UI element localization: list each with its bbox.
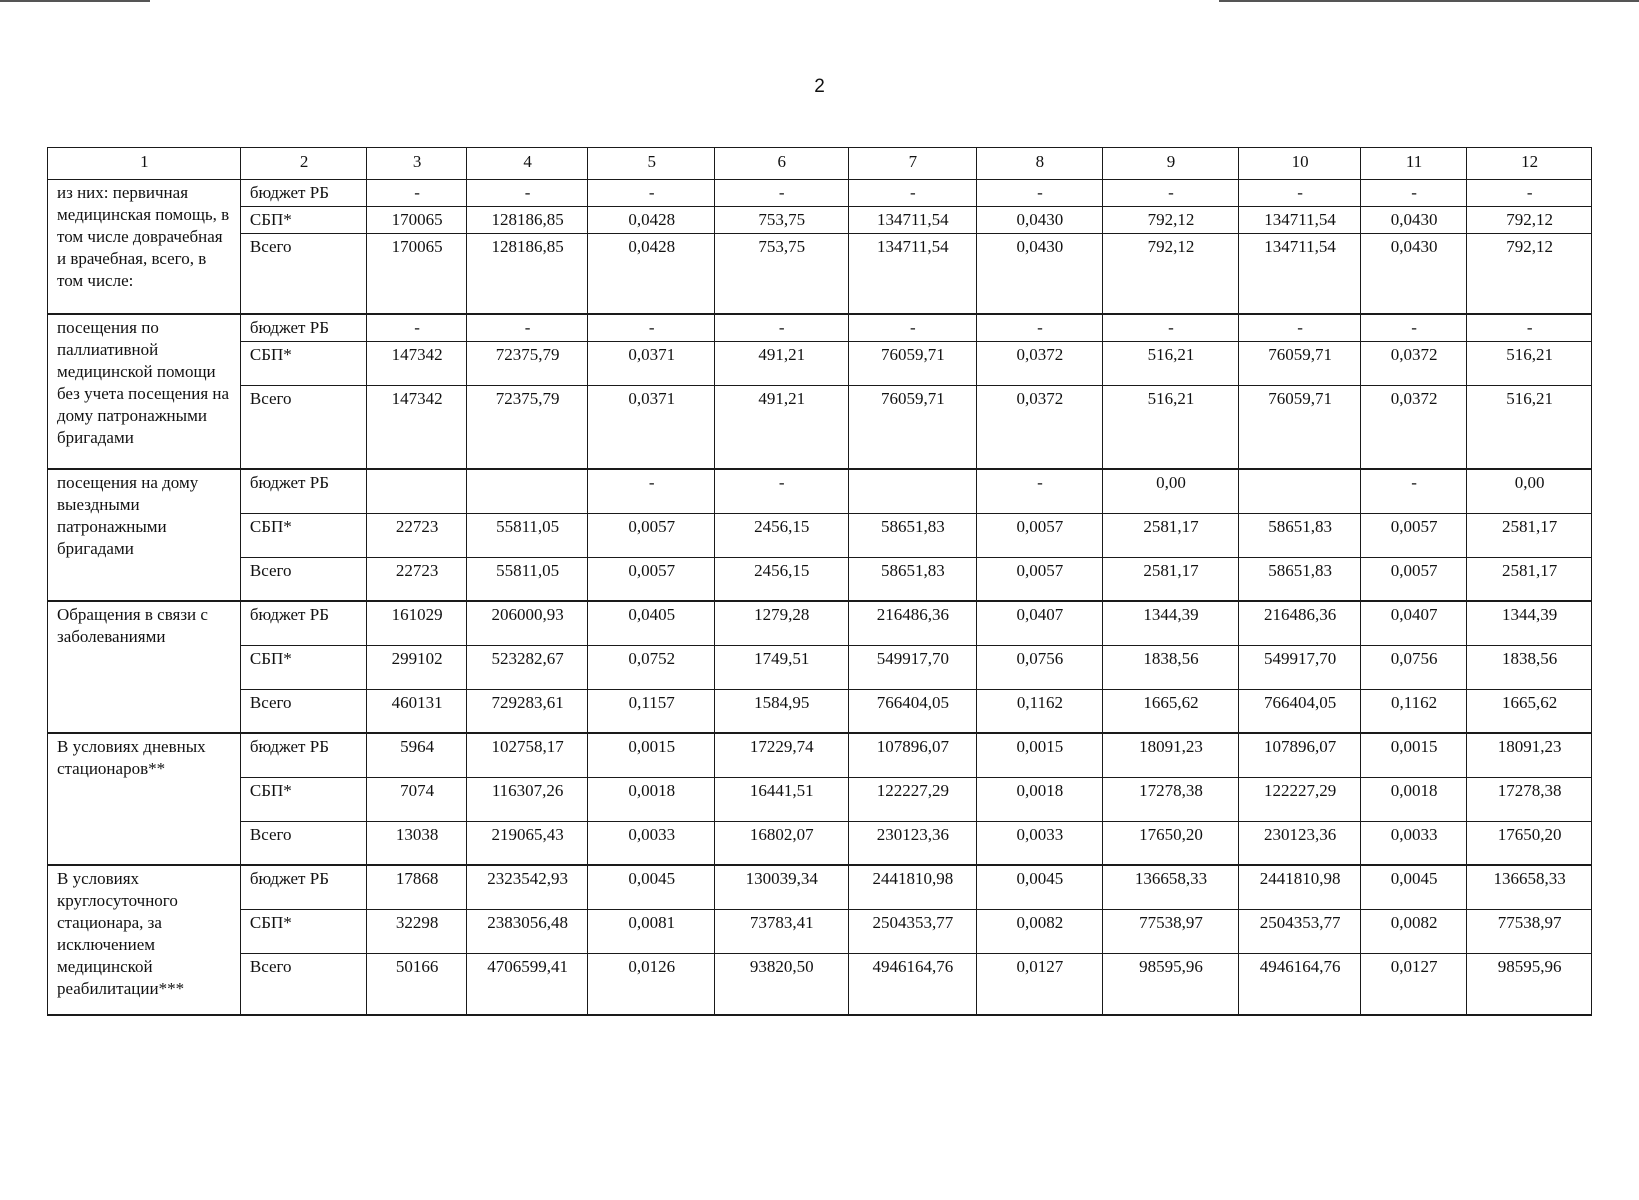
value-cell-col-10: 122227,29 (1239, 777, 1361, 821)
table-row (48, 865, 1592, 909)
value-cell-col-9: 1665,62 (1102, 689, 1239, 733)
value-cell-col-9: - (1102, 180, 1239, 207)
value-cell-col-9: 18091,23 (1102, 733, 1239, 777)
value-cell-col-8: 0,0407 (977, 601, 1103, 645)
value-cell-col-12: 2581,17 (1467, 557, 1592, 601)
value-cell-col-10: - (1239, 314, 1361, 342)
value-cell-col-12: 792,12 (1467, 234, 1592, 314)
value-cell-col-7: 4946164,76 (848, 953, 977, 1015)
value-cell-col-6: 1584,95 (714, 689, 848, 733)
value-cell-col-11: 0,0127 (1360, 953, 1466, 1015)
value-cell-col-5: - (588, 180, 715, 207)
value-cell-col-6: 16441,51 (714, 777, 848, 821)
value-cell-col-7: - (848, 180, 977, 207)
value-cell-col-10: 107896,07 (1239, 733, 1361, 777)
value-cell-col-11: 0,0015 (1360, 733, 1466, 777)
value-cell-col-4 (466, 469, 588, 513)
value-cell-col-9: 792,12 (1102, 207, 1239, 234)
value-cell-col-6: 16802,07 (714, 821, 848, 865)
value-cell-col-3 (367, 469, 466, 513)
value-cell-col-8: 0,0045 (977, 865, 1103, 909)
value-cell-col-7: - (848, 314, 977, 342)
value-cell-col-7: 134711,54 (848, 234, 977, 314)
top-rule-right (1219, 0, 1639, 2)
table-row (48, 314, 1592, 342)
value-cell-col-9: 17278,38 (1102, 777, 1239, 821)
value-cell-col-7: 216486,36 (848, 601, 977, 645)
value-cell-col-9: 136658,33 (1102, 865, 1239, 909)
value-cell-col-11: 0,0372 (1360, 341, 1466, 385)
column-header-5: 5 (588, 148, 715, 180)
value-cell-col-8: 0,0127 (977, 953, 1103, 1015)
value-cell-col-8: 0,0756 (977, 645, 1103, 689)
value-cell-col-4: 116307,26 (466, 777, 588, 821)
column-header-11: 11 (1360, 148, 1466, 180)
value-cell-col-9: 17650,20 (1102, 821, 1239, 865)
value-cell-col-3: 32298 (367, 909, 466, 953)
value-cell-col-11: 0,0033 (1360, 821, 1466, 865)
funding-source-cell: СБП* (240, 777, 367, 821)
value-cell-col-10: 134711,54 (1239, 234, 1361, 314)
row-group-label: Обращения в связи с заболеваниями (48, 601, 241, 733)
value-cell-col-3: 147342 (367, 341, 466, 385)
funding-source-cell: бюджет РБ (240, 601, 367, 645)
value-cell-col-3: 161029 (367, 601, 466, 645)
table-row (48, 180, 1592, 207)
value-cell-col-4: - (466, 314, 588, 342)
row-group-label: из них: первичная медицинская помощь, в том числе доврачебная и врачебная, всего, в том числе: (48, 180, 241, 314)
funding-source-cell: бюджет РБ (240, 865, 367, 909)
table-body (48, 148, 1592, 1016)
value-cell-col-8: 0,0057 (977, 513, 1103, 557)
value-cell-col-3: 170065 (367, 234, 466, 314)
funding-source-cell: СБП* (240, 909, 367, 953)
value-cell-col-3: 460131 (367, 689, 466, 733)
value-cell-col-3: 5964 (367, 733, 466, 777)
column-header-10: 10 (1239, 148, 1361, 180)
table-row (48, 513, 1592, 557)
funding-source-cell: СБП* (240, 207, 367, 234)
value-cell-col-8: 0,0033 (977, 821, 1103, 865)
value-cell-col-5: 0,0428 (588, 234, 715, 314)
top-rule-left (0, 0, 150, 2)
value-cell-col-10: 58651,83 (1239, 513, 1361, 557)
value-cell-col-3: 170065 (367, 207, 466, 234)
value-cell-col-3: 147342 (367, 385, 466, 469)
value-cell-col-11: 0,0018 (1360, 777, 1466, 821)
column-header-12: 12 (1467, 148, 1592, 180)
value-cell-col-12: - (1467, 180, 1592, 207)
value-cell-col-5: 0,0126 (588, 953, 715, 1015)
value-cell-col-11: 0,0057 (1360, 557, 1466, 601)
value-cell-col-11: 0,0045 (1360, 865, 1466, 909)
value-cell-col-7 (848, 469, 977, 513)
value-cell-col-7: 134711,54 (848, 207, 977, 234)
value-cell-col-4: 128186,85 (466, 234, 588, 314)
value-cell-col-10: 76059,71 (1239, 341, 1361, 385)
value-cell-col-3: - (367, 180, 466, 207)
page-number: 2 (814, 76, 825, 97)
column-header-8: 8 (977, 148, 1103, 180)
value-cell-col-11: 0,0756 (1360, 645, 1466, 689)
value-cell-col-10: 76059,71 (1239, 385, 1361, 469)
table-row (48, 341, 1592, 385)
funding-source-cell: Всего (240, 821, 367, 865)
value-cell-col-4: 2323542,93 (466, 865, 588, 909)
value-cell-col-5: 0,0057 (588, 513, 715, 557)
value-cell-col-8: 0,0372 (977, 341, 1103, 385)
value-cell-col-12: 2581,17 (1467, 513, 1592, 557)
value-cell-col-8: 0,0057 (977, 557, 1103, 601)
value-cell-col-10: 2504353,77 (1239, 909, 1361, 953)
value-cell-col-6: 2456,15 (714, 513, 848, 557)
value-cell-col-8: - (977, 314, 1103, 342)
value-cell-col-6: 1279,28 (714, 601, 848, 645)
value-cell-col-10: 134711,54 (1239, 207, 1361, 234)
value-cell-col-4: 2383056,48 (466, 909, 588, 953)
value-cell-col-9: 2581,17 (1102, 513, 1239, 557)
column-header-1: 1 (48, 148, 241, 180)
value-cell-col-11: 0,0082 (1360, 909, 1466, 953)
value-cell-col-3: 13038 (367, 821, 466, 865)
value-cell-col-7: 76059,71 (848, 341, 977, 385)
value-cell-col-11: 0,0430 (1360, 207, 1466, 234)
funding-source-cell: СБП* (240, 341, 367, 385)
funding-source-cell: Всего (240, 385, 367, 469)
table-header-row (48, 148, 1592, 180)
value-cell-col-4: 102758,17 (466, 733, 588, 777)
value-cell-col-8: - (977, 180, 1103, 207)
table-row (48, 953, 1592, 1015)
value-cell-col-12: 516,21 (1467, 341, 1592, 385)
value-cell-col-6: 93820,50 (714, 953, 848, 1015)
value-cell-col-12: 17278,38 (1467, 777, 1592, 821)
value-cell-col-8: 0,0430 (977, 207, 1103, 234)
value-cell-col-10: 230123,36 (1239, 821, 1361, 865)
value-cell-col-9: 516,21 (1102, 341, 1239, 385)
value-cell-col-5: 0,0057 (588, 557, 715, 601)
value-cell-col-6: 491,21 (714, 385, 848, 469)
value-cell-col-5: 0,0371 (588, 385, 715, 469)
value-cell-col-6: 491,21 (714, 341, 848, 385)
value-cell-col-5: - (588, 469, 715, 513)
funding-source-cell: Всего (240, 557, 367, 601)
value-cell-col-9: 792,12 (1102, 234, 1239, 314)
value-cell-col-9: 2581,17 (1102, 557, 1239, 601)
value-cell-col-10: 216486,36 (1239, 601, 1361, 645)
table-row (48, 909, 1592, 953)
value-cell-col-3: 7074 (367, 777, 466, 821)
value-cell-col-7: 122227,29 (848, 777, 977, 821)
value-cell-col-5: 0,0371 (588, 341, 715, 385)
value-cell-col-7: 766404,05 (848, 689, 977, 733)
value-cell-col-10 (1239, 469, 1361, 513)
row-group-label: посещения по паллиативной медицинской помощи без учета посещения на дому патронажными бригадами (48, 314, 241, 470)
row-group-label: В условиях круглосуточного стационара, за исключением медицинской реабилитации*** (48, 865, 241, 1015)
funding-source-cell: СБП* (240, 513, 367, 557)
value-cell-col-6: 2456,15 (714, 557, 848, 601)
value-cell-col-8: 0,1162 (977, 689, 1103, 733)
value-cell-col-4: 206000,93 (466, 601, 588, 645)
value-cell-col-7: 107896,07 (848, 733, 977, 777)
value-cell-col-6: - (714, 314, 848, 342)
value-cell-col-10: 58651,83 (1239, 557, 1361, 601)
value-cell-col-4: 72375,79 (466, 385, 588, 469)
column-header-7: 7 (848, 148, 977, 180)
value-cell-col-5: - (588, 314, 715, 342)
value-cell-col-4: 55811,05 (466, 513, 588, 557)
value-cell-col-5: 0,0015 (588, 733, 715, 777)
value-cell-col-11: - (1360, 469, 1466, 513)
value-cell-col-8: 0,0372 (977, 385, 1103, 469)
value-cell-col-4: 4706599,41 (466, 953, 588, 1015)
value-cell-col-11: 0,0057 (1360, 513, 1466, 557)
value-cell-col-4: 219065,43 (466, 821, 588, 865)
value-cell-col-12: 1838,56 (1467, 645, 1592, 689)
table-row (48, 469, 1592, 513)
value-cell-col-5: 0,0405 (588, 601, 715, 645)
value-cell-col-6: 753,75 (714, 207, 848, 234)
value-cell-col-12: 77538,97 (1467, 909, 1592, 953)
value-cell-col-8: 0,0015 (977, 733, 1103, 777)
value-cell-col-3: 22723 (367, 513, 466, 557)
funding-source-cell: Всего (240, 953, 367, 1015)
value-cell-col-12: - (1467, 314, 1592, 342)
value-cell-col-9: - (1102, 314, 1239, 342)
column-header-3: 3 (367, 148, 466, 180)
value-cell-col-10: 766404,05 (1239, 689, 1361, 733)
value-cell-col-5: 0,0081 (588, 909, 715, 953)
value-cell-col-10: 4946164,76 (1239, 953, 1361, 1015)
value-cell-col-12: 516,21 (1467, 385, 1592, 469)
value-cell-col-12: 18091,23 (1467, 733, 1592, 777)
value-cell-col-5: 0,0045 (588, 865, 715, 909)
value-cell-col-11: 0,0407 (1360, 601, 1466, 645)
value-cell-col-3: 17868 (367, 865, 466, 909)
row-group-label: посещения на дому выездными патронажными бригадами (48, 469, 241, 601)
funding-source-cell: Всего (240, 689, 367, 733)
table-row (48, 689, 1592, 733)
value-cell-col-9: 98595,96 (1102, 953, 1239, 1015)
value-cell-col-4: - (466, 180, 588, 207)
value-cell-col-12: 1344,39 (1467, 601, 1592, 645)
table-row (48, 821, 1592, 865)
value-cell-col-4: 523282,67 (466, 645, 588, 689)
table-row (48, 385, 1592, 469)
value-cell-col-12: 17650,20 (1467, 821, 1592, 865)
value-cell-col-7: 549917,70 (848, 645, 977, 689)
value-cell-col-3: 50166 (367, 953, 466, 1015)
value-cell-col-3: 299102 (367, 645, 466, 689)
value-cell-col-5: 0,1157 (588, 689, 715, 733)
column-header-2: 2 (240, 148, 367, 180)
funding-source-cell: СБП* (240, 645, 367, 689)
value-cell-col-12: 792,12 (1467, 207, 1592, 234)
funding-source-cell: Всего (240, 234, 367, 314)
value-cell-col-11: 0,0430 (1360, 234, 1466, 314)
value-cell-col-9: 1344,39 (1102, 601, 1239, 645)
value-cell-col-4: 55811,05 (466, 557, 588, 601)
value-cell-col-7: 76059,71 (848, 385, 977, 469)
value-cell-col-12: 136658,33 (1467, 865, 1592, 909)
funding-source-cell: бюджет РБ (240, 733, 367, 777)
value-cell-col-6: 17229,74 (714, 733, 848, 777)
data-table (47, 147, 1592, 1016)
value-cell-col-3: - (367, 314, 466, 342)
table-row (48, 557, 1592, 601)
column-header-6: 6 (714, 148, 848, 180)
value-cell-col-11: - (1360, 180, 1466, 207)
value-cell-col-9: 516,21 (1102, 385, 1239, 469)
value-cell-col-12: 1665,62 (1467, 689, 1592, 733)
table-row (48, 733, 1592, 777)
value-cell-col-8: 0,0082 (977, 909, 1103, 953)
value-cell-col-4: 72375,79 (466, 341, 588, 385)
row-group-label: В условиях дневных стационаров** (48, 733, 241, 865)
table-row (48, 601, 1592, 645)
table-row (48, 777, 1592, 821)
value-cell-col-7: 2441810,98 (848, 865, 977, 909)
value-cell-col-5: 0,0752 (588, 645, 715, 689)
funding-source-cell: бюджет РБ (240, 314, 367, 342)
value-cell-col-6: 753,75 (714, 234, 848, 314)
value-cell-col-6: 130039,34 (714, 865, 848, 909)
value-cell-col-7: 230123,36 (848, 821, 977, 865)
value-cell-col-8: 0,0018 (977, 777, 1103, 821)
value-cell-col-5: 0,0018 (588, 777, 715, 821)
value-cell-col-11: - (1360, 314, 1466, 342)
value-cell-col-10: 2441810,98 (1239, 865, 1361, 909)
funding-source-cell: бюджет РБ (240, 469, 367, 513)
value-cell-col-9: 1838,56 (1102, 645, 1239, 689)
value-cell-col-8: 0,0430 (977, 234, 1103, 314)
value-cell-col-5: 0,0428 (588, 207, 715, 234)
table-row (48, 234, 1592, 314)
value-cell-col-6: - (714, 180, 848, 207)
value-cell-col-7: 2504353,77 (848, 909, 977, 953)
value-cell-col-7: 58651,83 (848, 557, 977, 601)
value-cell-col-11: 0,0372 (1360, 385, 1466, 469)
column-header-9: 9 (1102, 148, 1239, 180)
value-cell-col-6: 1749,51 (714, 645, 848, 689)
value-cell-col-12: 0,00 (1467, 469, 1592, 513)
value-cell-col-4: 128186,85 (466, 207, 588, 234)
value-cell-col-4: 729283,61 (466, 689, 588, 733)
value-cell-col-9: 0,00 (1102, 469, 1239, 513)
funding-source-cell: бюджет РБ (240, 180, 367, 207)
value-cell-col-9: 77538,97 (1102, 909, 1239, 953)
value-cell-col-5: 0,0033 (588, 821, 715, 865)
value-cell-col-10: 549917,70 (1239, 645, 1361, 689)
value-cell-col-3: 22723 (367, 557, 466, 601)
value-cell-col-6: - (714, 469, 848, 513)
value-cell-col-11: 0,1162 (1360, 689, 1466, 733)
value-cell-col-8: - (977, 469, 1103, 513)
column-header-4: 4 (466, 148, 588, 180)
value-cell-col-10: - (1239, 180, 1361, 207)
table-row (48, 207, 1592, 234)
value-cell-col-12: 98595,96 (1467, 953, 1592, 1015)
value-cell-col-7: 58651,83 (848, 513, 977, 557)
value-cell-col-6: 73783,41 (714, 909, 848, 953)
table-row (48, 645, 1592, 689)
